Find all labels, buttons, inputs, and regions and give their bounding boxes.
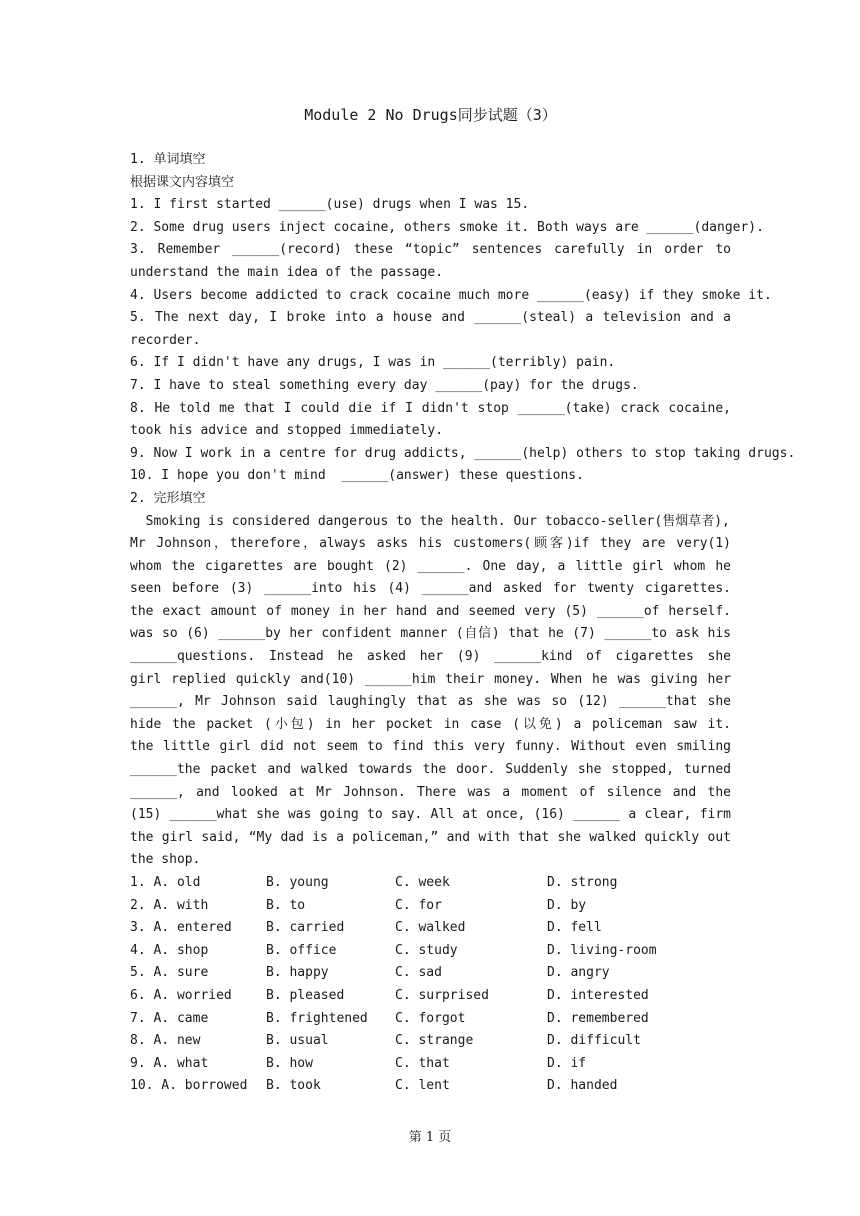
option-b: B. took [266,1078,321,1094]
passage-line: ______the packet and walked towards the door. Suddenly she stopped, turned [130,762,731,778]
option-c: C. study [395,942,458,958]
option-row [130,940,731,963]
option-c: C. strange [395,1033,474,1049]
option-a: 8. A. new [130,1033,201,1049]
option-row [130,895,731,918]
option-d: D. strong [547,875,618,890]
option-b: B. office [266,942,337,958]
option-c: C. sad [395,965,442,981]
option-a: 10. A. borrowed [130,1078,248,1094]
option-d: D. handed [547,1078,618,1094]
option-c: C. that [395,1055,450,1071]
option-row [130,1008,731,1031]
option-a: 1. A. old [130,875,201,890]
option-a: 3. A. entered [130,920,232,936]
option-c: C. week [395,875,450,890]
fill-blank-line: 9. Now I work in a centre for drug addicts, ______(help) others to stop taking drugs. [130,445,796,461]
passage-line: ______, Mr Johnson said laughingly that as she was so (12) ______that she [130,694,731,710]
option-d: D. angry [547,965,610,981]
passage-line: the exact amount of money in her hand and seemed very (5) ______of herself. [130,603,731,619]
option-c: C. surprised [395,987,489,1003]
passage-line: seen before (3) ______into his (4) ______and asked for twenty cigarettes. [130,581,731,597]
passage-line: (15) ______what she was going to say. All at once, (16) ______ a clear, firm [130,807,731,823]
fill-blank-line: 2. Some drug users inject cocaine, others smoke it. Both ways are ______(danger). [130,219,764,235]
option-d: D. living-room [547,942,657,958]
option-b: B. young [266,875,329,890]
option-a: 4. A. shop [130,942,209,958]
document-title: Module 2 No Drugs同步试题（3） [304,106,557,124]
fill-blank-line: 8. He told me that I could die if I didn't stop ______(take) crack cocaine, [130,400,731,416]
option-a: 5. A. sure [130,965,209,981]
option-b: B. to [266,897,306,913]
fill-blank-line: 1. I first started ______(use) drugs when I was 15. [130,197,530,213]
option-c: C. lent [395,1078,450,1094]
fill-blank-line: 5. The next day, I broke into a house and ______(steal) a television and a [130,310,731,326]
document-body [130,149,796,1098]
fill-blank-line: recorder. [130,332,201,348]
option-b: B. pleased [266,987,345,1003]
page-number: 第 1 页 [408,1130,452,1145]
section-2-heading: 2. 完形填空 [130,490,206,506]
fill-blank-line: took his advice and stopped immediately. [130,423,444,439]
section-1-heading: 1. 单词填空 [130,152,206,167]
option-a: 6. A. worried [130,987,232,1003]
option-d: D. difficult [547,1033,641,1049]
passage-line: girl replied quickly and(10) ______him their money. When he was giving her [130,671,731,687]
fill-blank-line: 10. I hope you don't mind ______(answer) these questions. [130,468,584,484]
option-c: C. for [395,897,442,913]
passage-line: Mr Johnson，therefore，always asks his customers(顾客)if they are very(1) [130,536,731,552]
passage-line: ______, and looked at Mr Johnson. There was a moment of silence and the [130,784,731,800]
option-b: B. carried [266,920,345,936]
option-row [130,872,731,895]
fill-blank-line: 4. Users become addicted to crack cocaine much more ______(easy) if they smoke it. [130,287,772,303]
passage-line: the little girl did not seem to find this very funny. Without even smiling [130,739,731,755]
option-d: D. if [547,1055,587,1071]
option-b: B. how [266,1055,313,1071]
section-1-instruction: 根据课文内容填空 [130,174,235,190]
option-a: 2. A. with [130,897,209,913]
fill-blank-line: understand the main idea of the passage. [130,264,444,280]
option-row [130,1030,731,1053]
passage-line: the shop. [130,852,201,868]
passage-line: hide the packet (小包) in her pocket in case (以免) a policeman saw it. [130,716,731,732]
option-b: B. frightened [266,1010,368,1026]
option-row [130,1075,731,1098]
option-row [130,985,731,1008]
passage-line: whom the cigarettes are bought (2) ______. One day, a little girl whom he [130,558,731,574]
fill-blank-line: 3. Remember ______(record) these “topic” sentences carefully in order to [130,242,731,258]
option-row [130,962,731,985]
option-d: D. by [547,897,587,913]
option-b: B. happy [266,965,329,981]
option-c: C. walked [395,920,466,936]
option-row [130,917,731,940]
passage-line: Smoking is considered dangerous to the health. Our tobacco-seller(售烟草者), [130,513,730,529]
passage-line: ______questions. Instead he asked her (9) ______kind of cigarettes she [130,649,731,665]
fill-blank-line: 7. I have to steal something every day ______(pay) for the drugs. [130,377,639,393]
option-b: B. usual [266,1033,329,1049]
option-d: D. remembered [547,1010,649,1026]
option-a: 7. A. came [130,1010,209,1026]
fill-blank-line: 6. If I didn't have any drugs, I was in ______(terribly) pain. [130,355,616,371]
option-d: D. interested [547,987,649,1003]
passage-line: was so (6) ______by her confident manner (自信) that he (7) ______to ask his [130,626,731,642]
option-c: C. forgot [395,1010,466,1026]
option-d: D. fell [547,920,602,936]
passage-line: the girl said, “My dad is a policeman,” and with that she walked quickly out [130,829,731,845]
option-row [130,1053,731,1076]
option-a: 9. A. what [130,1055,209,1071]
